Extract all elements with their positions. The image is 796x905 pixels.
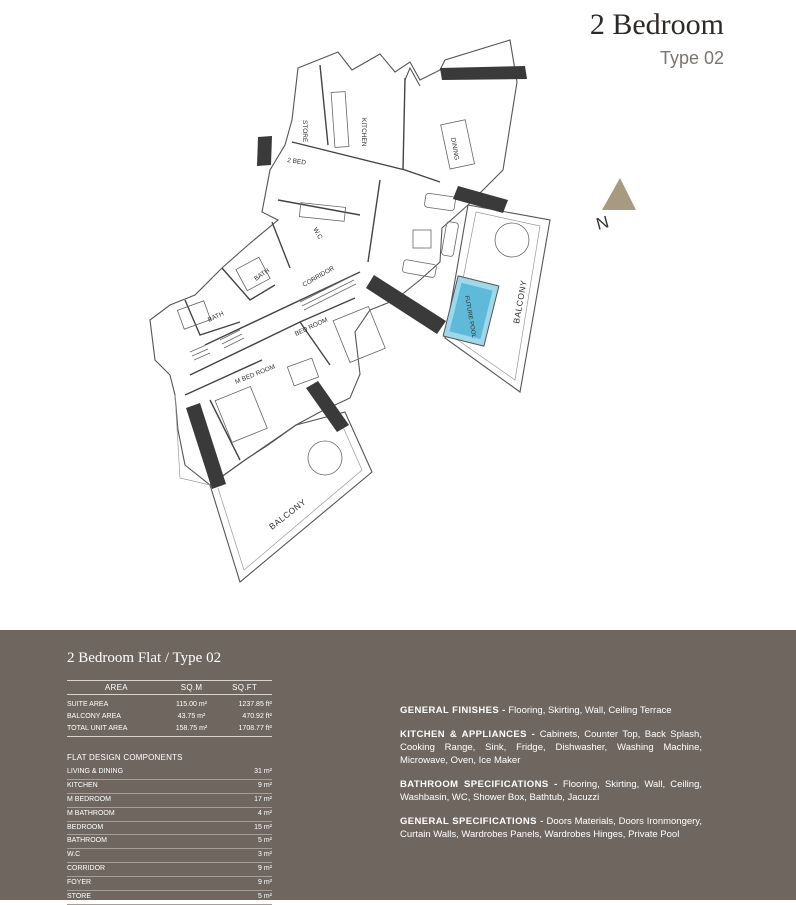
spec-text: Flooring, Skirting, Wall, Ceiling Terrace	[505, 705, 672, 716]
spec-text: Flooring, Skirting, Wall, Ceiling, Washbasin, WC, Shower Box, Bathtub, Jacuzzi	[400, 779, 702, 803]
plan-subtitle: Type 02	[659, 48, 724, 68]
label-dining: DINING	[449, 137, 460, 161]
list-item	[67, 863, 272, 877]
spec-label: GENERAL SPECIFICATIONS -	[400, 816, 544, 827]
list-item	[67, 780, 272, 794]
component-name: CORRIDOR	[67, 865, 106, 873]
sqm-col-header: SQ.M	[166, 681, 218, 695]
list-item	[67, 766, 272, 780]
component-value: 4 m²	[258, 809, 272, 817]
area-name: BALCONY AREA	[67, 713, 121, 720]
area-name: SUITE AREA	[67, 701, 109, 708]
interior-walls	[185, 65, 440, 460]
spec-text: Cabinets, Counter Top, Back Splash, Cooking Range, Sink, Fridge, Dishwasher, Washing Machine, Microwave, Oven, Ice Maker	[400, 729, 702, 766]
area-sqft: 1237.85 ft²	[238, 701, 272, 708]
component-value: 17 m²	[254, 795, 272, 803]
list-item	[67, 849, 272, 863]
area-name: TOTAL UNIT AREA	[67, 722, 166, 737]
area-col-header: AREA	[67, 681, 166, 695]
north-arrow-icon	[602, 178, 636, 210]
label-m-bed-room: M BED ROOM	[234, 363, 277, 386]
area-sqft: 470.92 ft²	[242, 713, 272, 720]
compass-n: N	[594, 212, 611, 234]
list-item	[67, 835, 272, 849]
label-store: STORE	[301, 120, 308, 143]
component-value: 5 m²	[258, 837, 272, 845]
component-value: 31 m²	[254, 768, 272, 775]
table-row	[67, 722, 272, 737]
component-value: 9 m²	[258, 781, 272, 789]
label-future-pool: FUTURE POOL	[463, 295, 477, 339]
component-name: BEDROOM	[67, 823, 104, 831]
list-item	[67, 877, 272, 891]
label-kitchen: KITCHEN	[360, 118, 367, 147]
area-table	[67, 680, 272, 737]
component-name: KITCHEN	[67, 781, 98, 789]
compass	[594, 178, 636, 234]
list-item	[67, 891, 272, 905]
component-name: M BEDROOM	[67, 795, 111, 803]
spec-bathroom	[400, 778, 702, 804]
specifications	[400, 704, 702, 852]
component-value: 5 m²	[258, 893, 272, 901]
spec-label: BATHROOM SPECIFICATIONS -	[400, 779, 558, 790]
panel-title: 2 Bedroom Flat / Type 02	[67, 650, 222, 666]
component-name: LIVING & DINING	[67, 768, 124, 775]
spec-label: GENERAL FINISHES -	[400, 705, 506, 716]
label-bath-lower: BATH	[206, 310, 226, 324]
spec-general-finishes	[400, 704, 702, 717]
label-bed-room: BED ROOM	[293, 316, 329, 338]
component-name: M BATHROOM	[67, 809, 115, 817]
label-balcony-east: BALCONY	[511, 279, 529, 325]
label-2-bed: 2 BED	[286, 157, 307, 167]
area-sqm: 43.75 m²	[177, 713, 206, 720]
balconies	[175, 205, 550, 582]
area-sqm: 158.75 m²	[166, 722, 218, 737]
component-name: FOYER	[67, 879, 92, 887]
curtain-wall-bars	[186, 66, 527, 489]
component-value: 9 m²	[258, 879, 272, 887]
component-name: BATHROOM	[67, 837, 107, 845]
component-name: STORE	[67, 893, 91, 901]
component-value: 3 m²	[258, 851, 272, 859]
spec-general-specifications	[400, 815, 702, 841]
spec-label: KITCHEN & APPLIANCES -	[400, 729, 536, 740]
component-value: 15 m²	[254, 823, 272, 831]
component-name: W.C	[67, 851, 81, 859]
label-balcony-south: BALCONY	[267, 496, 309, 532]
list-item	[67, 808, 272, 822]
plan-title: 2 Bedroom	[589, 8, 724, 41]
spec-kitchen-appliances	[400, 728, 702, 767]
area-sqft: 1708.77 ft²	[217, 722, 272, 737]
label-corridor: CORRIDOR	[301, 264, 336, 289]
spec-text: Doors Materials, Doors Ironmongery, Curtain Walls, Wardrobes Panels, Wardrobes Hinges, Private Pool	[400, 816, 702, 840]
area-table-header	[67, 681, 272, 695]
info-panel	[0, 630, 796, 900]
components-list	[67, 766, 272, 905]
label-bath-upper: BATH	[253, 267, 271, 283]
list-item	[67, 822, 272, 836]
list-item	[67, 794, 272, 808]
table-row	[67, 710, 272, 722]
table-row	[67, 695, 272, 711]
component-value: 9 m²	[258, 865, 272, 873]
components-title: FLAT DESIGN COMPONENTS	[67, 753, 183, 762]
label-wc: W.C	[311, 226, 324, 241]
area-sqm: 115.00 m²	[176, 701, 208, 708]
sqft-col-header: SQ.FT	[217, 681, 272, 695]
